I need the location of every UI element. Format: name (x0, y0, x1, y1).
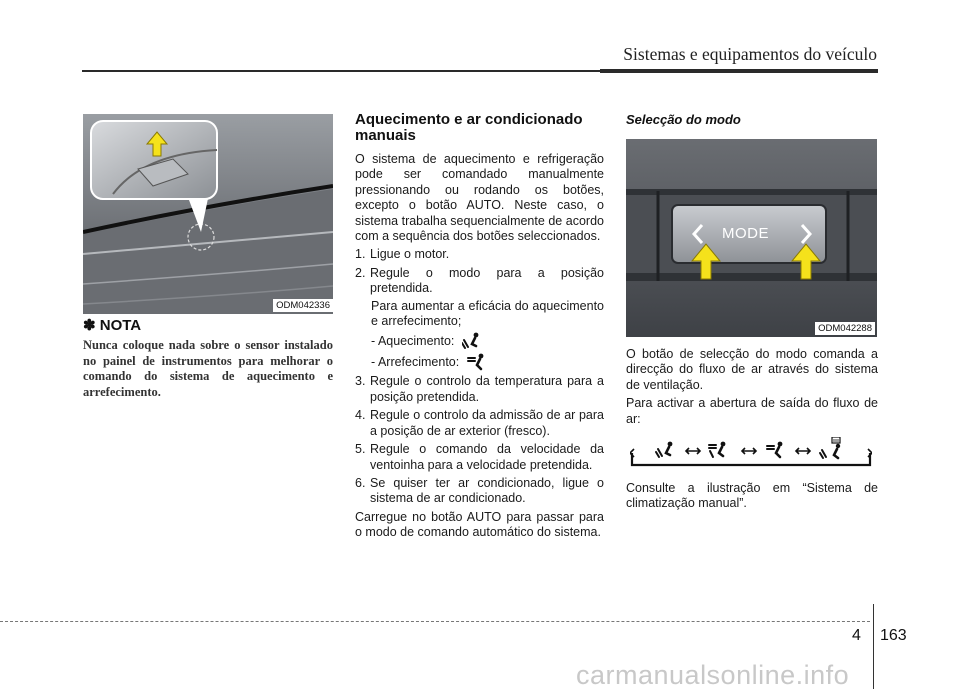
mode-paragraph-2: Para activar a abertura de saída do fluxo de ar: (626, 396, 878, 426)
double-arrow-icon (742, 448, 756, 454)
cooling-mode-row (355, 353, 604, 371)
airflow-mode-sequence (630, 437, 872, 467)
step-text: Regule o modo para a posição pretendida. (370, 265, 604, 296)
heating-mode-row (355, 332, 604, 350)
list-item (355, 408, 604, 439)
list-item (355, 247, 604, 262)
mode-button-figure (626, 139, 877, 337)
footer-rule (0, 621, 870, 622)
figure-code: ODM042336 (273, 299, 333, 312)
section-title: Aquecimento e ar condicionado manuais (355, 111, 583, 144)
step-text: Ligue o motor. (370, 247, 450, 262)
manual-climate-section (355, 112, 604, 544)
step-number: 2. (355, 265, 366, 280)
mode-selection-section (626, 112, 878, 515)
double-arrow-icon (686, 448, 700, 454)
watermark: carmanualsonline.info (576, 660, 850, 689)
step-text: Regule o comando da velocidade da ventoinha para a velocidade pretendida. (370, 442, 604, 472)
chapter-number: 4 (852, 627, 861, 644)
header-rule-accent (600, 69, 878, 73)
airflow-bilevel-icon (709, 442, 725, 457)
airflow-floor-icon (656, 442, 672, 457)
step-number: 1. (355, 247, 366, 262)
airflow-sequence-diagram (630, 437, 872, 467)
step-number: 5. (355, 442, 366, 457)
mode-paragraph-1: O botão de selecção do modo comanda a direcção do fluxo de ar através do sistema de ventilação. (626, 347, 878, 392)
dashboard-sensor-figure (83, 114, 333, 314)
list-item (355, 374, 604, 405)
cooling-label: - Arrefecimento: (371, 354, 460, 369)
step-text: Se quiser ter ar condicionado, ligue o sistema de ar condicionado. (370, 475, 604, 506)
outro-paragraph: Carregue no botão AUTO para passar para o modo de comando automático do sistema. (355, 509, 604, 540)
step-number: 4. (355, 408, 366, 423)
footer-divider (873, 604, 874, 689)
list-item (355, 442, 604, 473)
mode-paragraph-3: Consulte a ilustração em “Sistema de climatização manual”. (626, 481, 878, 511)
double-arrow-icon (796, 448, 810, 454)
mode-button-label: MODE (722, 225, 769, 242)
list-item (355, 476, 604, 507)
figure-code: ODM042288 (815, 322, 875, 335)
step-text: Regule o controlo da admissão de ar para a posição de ar exterior (fresco). (370, 408, 604, 438)
step-number: 3. (355, 374, 366, 389)
intro-paragraph: O sistema de aquecimento e refrigeração pode ser comandado manualmente pressionando ou rodando os botões, excepto o botão AUTO. Neste caso, o sistema trabalha sequencialmente de acordo com a sequência dos botões seleccionados. (355, 152, 604, 244)
airflow-face-icon (767, 442, 782, 457)
step-number: 6. (355, 475, 366, 490)
note-text: Nunca coloque nada sobre o sensor instalado no painel de instrumentos para melhorar o comando do sistema de aquecimento e arrefecimento. (83, 338, 333, 399)
header-title: Sistemas e equipamentos do veículo (623, 44, 877, 64)
note-title: ✽ NOTA (83, 317, 142, 334)
step-sub-text: Para aumentar a eficácia do aquecimento e arrefecimento; (371, 298, 604, 329)
subsection-title: Selecção do modo (626, 112, 741, 127)
page-number: 163 (880, 627, 907, 644)
step-text: Regule o controlo da temperatura para a posição pretendida. (370, 374, 604, 404)
airflow-floor-icon (462, 332, 482, 350)
airflow-face-icon (467, 353, 487, 371)
airflow-floor-defrost-icon (820, 437, 840, 458)
heating-label: - Aquecimento: (371, 333, 455, 348)
dashboard-illustration (83, 114, 333, 314)
list-item (355, 266, 604, 297)
